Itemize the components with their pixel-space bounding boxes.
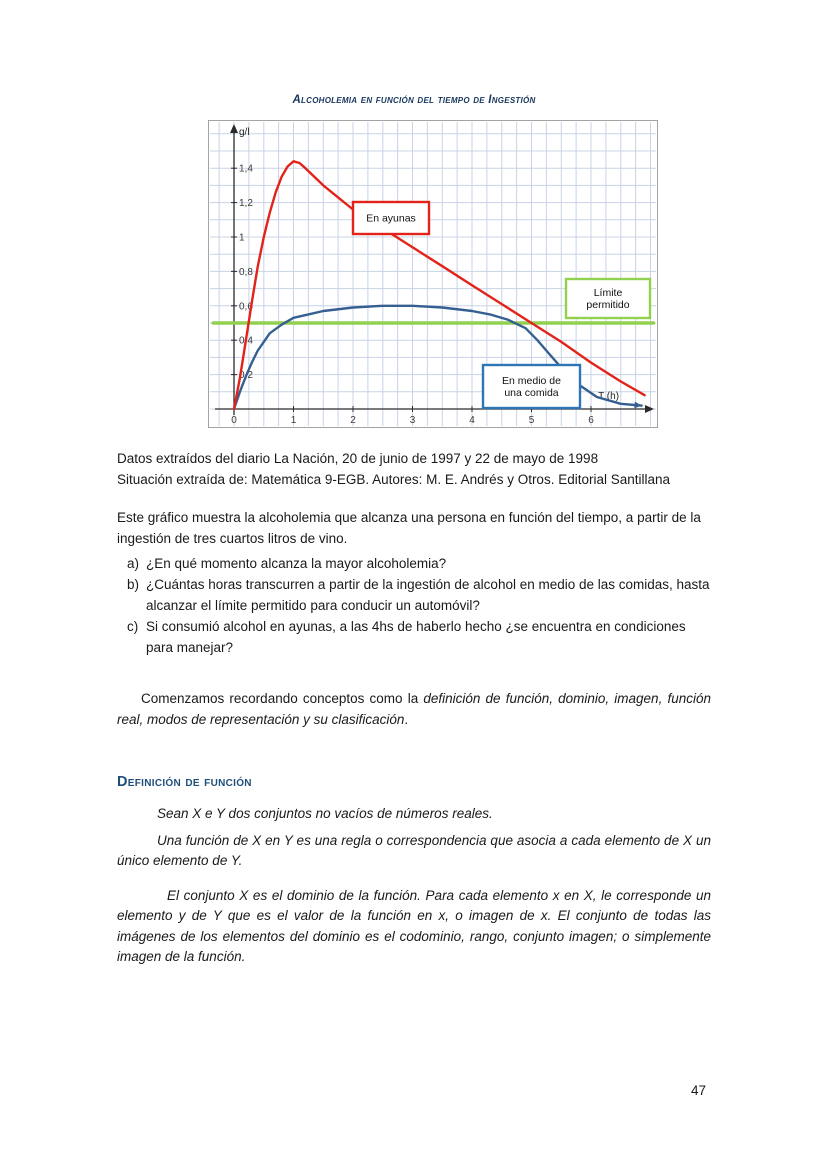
source-block (117, 448, 711, 490)
svg-text:permitido: permitido (586, 299, 630, 311)
question-item-c (127, 616, 711, 658)
source-line-2: Situación extraída de: Matemática 9-EGB. Autores: M. E. Andrés y Otros. Editorial Santillana (117, 472, 671, 487)
svg-text:En ayunas: En ayunas (366, 212, 416, 225)
definition-paragraph-2: Una función de X en Y es una regla o correspondencia que asocia a cada elemento de X un único elemento de Y. (117, 832, 711, 868)
svg-text:Límite: Límite (593, 287, 623, 299)
question-item-a (127, 553, 711, 574)
svg-text:1,4: 1,4 (239, 163, 253, 175)
intro-paragraph: Este gráfico muestra la alcoholemia que alcanza una persona en función del tiempo, a partir de la ingestión de tres cuartos litros de vino. (117, 510, 701, 546)
page-number: 47 (690, 1083, 706, 1098)
svg-text:T (h): T (h) (598, 391, 620, 402)
svg-text:0: 0 (231, 415, 237, 426)
question-list (117, 553, 711, 658)
svg-text:3: 3 (409, 415, 416, 426)
source-line-1: Datos extraídos del diario La Nación, 20 de junio de 1997 y 22 de mayo de 1998 (117, 451, 599, 466)
question-text-b: ¿Cuántas horas transcurren a partir de la ingestión de alcohol en medio de las comidas, hasta alcanzar el límite permitido para conducir un automóvil? (146, 577, 710, 613)
question-item-b (127, 574, 711, 616)
svg-text:1: 1 (290, 415, 297, 426)
svg-text:1: 1 (239, 232, 245, 244)
definition-paragraph-1: Sean X e Y dos conjuntos no vacíos de números reales. (157, 806, 493, 821)
recap-normal-text: Comenzamos recordando conceptos como la (141, 691, 424, 706)
svg-text:1,2: 1,2 (239, 198, 253, 210)
chart-canvas (209, 121, 657, 427)
svg-text:0,8: 0,8 (239, 266, 253, 278)
question-text-c: Si consumió alcohol en ayunas, a las 4hs de haberlo hecho ¿se encuentra en condiciones para manejar? (146, 619, 686, 655)
question-marker-b: b) (127, 577, 140, 592)
definition-paragraph-3: El conjunto X es el dominio de la función. Para cada elemento x en X, le corresponde un elemento y de Y que es el valor de la función en x, o imagen de x. El conjunto de todas las imágenes de los elementos del dominio es el codominio, rango, conjunto imagen; o simplemente imagen de la función. (117, 887, 711, 964)
svg-text:4: 4 (469, 415, 475, 426)
alcoholemia-chart (208, 120, 658, 428)
svg-text:g/l: g/l (239, 127, 250, 138)
svg-text:2: 2 (350, 415, 356, 426)
svg-text:0,2: 0,2 (239, 370, 253, 382)
svg-text:0,6: 0,6 (239, 301, 253, 313)
recap-italic-text: definición de función, dominio, imagen, función real, modos de representación y su clasificación (117, 691, 711, 727)
question-marker-a: a) (127, 556, 140, 571)
page-title: Alcoholemia en función del tiempo de Ingestión (292, 94, 536, 106)
recap-period: . (404, 712, 409, 727)
svg-text:En medio de: En medio de (502, 375, 561, 387)
svg-text:6: 6 (588, 415, 594, 426)
definition-heading: Definición de función (117, 774, 252, 790)
question-marker-c: c) (127, 619, 139, 634)
svg-text:5: 5 (528, 415, 535, 426)
svg-text:0,4: 0,4 (239, 335, 253, 347)
question-text-a: ¿En qué momento alcanza la mayor alcoholemia? (146, 556, 447, 571)
recap-paragraph (117, 688, 711, 730)
svg-text:una comida: una comida (504, 387, 559, 399)
